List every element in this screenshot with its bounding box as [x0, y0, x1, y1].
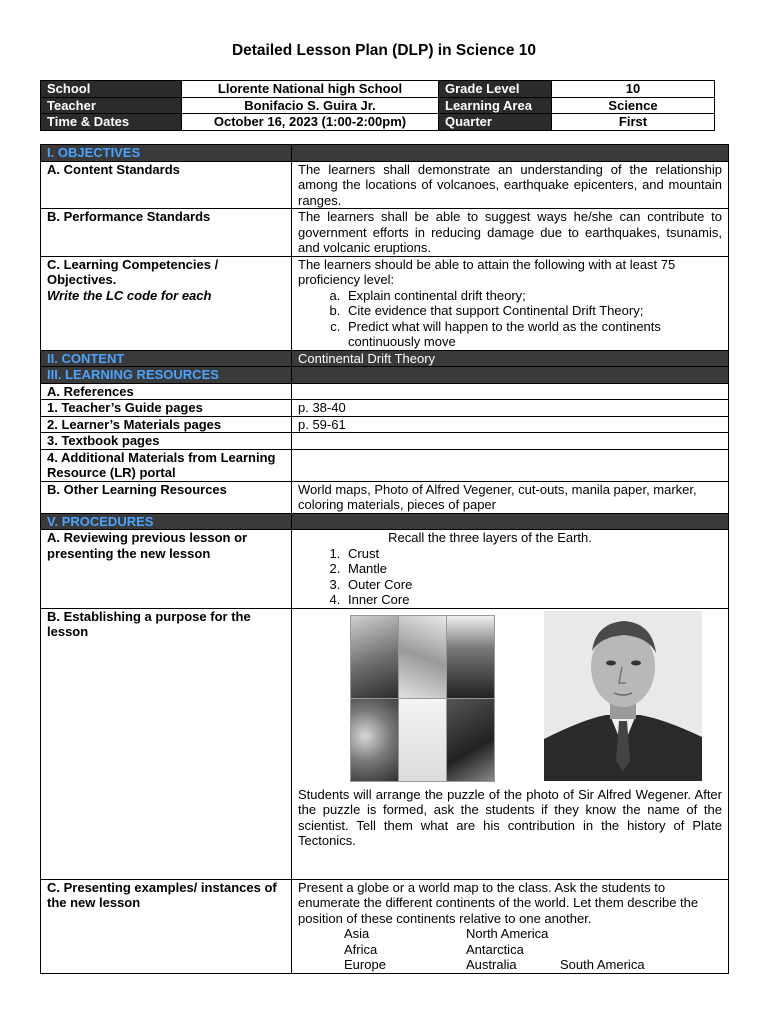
earth-layers-list	[298, 546, 722, 608]
learners-materials-value: p. 59-61	[292, 416, 729, 433]
grade-level-label: Grade Level	[439, 81, 552, 98]
presenting-examples-label: C. Presenting examples/ instances of the new lesson	[41, 879, 292, 973]
info-row	[41, 97, 715, 114]
list-item	[560, 926, 660, 942]
list-item: 2. Mantle	[344, 561, 722, 577]
lesson-plan-table	[40, 144, 729, 974]
teacher-value: Bonifacio S. Guira Jr.	[182, 97, 439, 114]
time-dates-value: October 16, 2023 (1:00-2:00pm)	[182, 114, 439, 131]
list-item: Europe	[344, 957, 386, 972]
list-item: North America	[466, 926, 549, 941]
teacher-label: Teacher	[41, 97, 182, 114]
other-resources-value: World maps, Photo of Alfred Vegener, cut-outs, manila paper, marker, coloring materials, pieces of paper	[292, 481, 729, 513]
table-row	[41, 256, 729, 350]
table-row	[41, 433, 729, 450]
table-row	[41, 608, 729, 879]
table-row	[41, 209, 729, 257]
lc-code-note: Write the LC code for each	[47, 287, 212, 303]
info-row	[41, 114, 715, 131]
list-item: Africa	[344, 941, 378, 957]
performance-standards-text: The learners shall be able to suggest ways he/she can contribute to government efforts in reducing damage due to earthquakes, tsunamis, and volcanic eruptions.	[292, 209, 729, 257]
globe-activity-text: Present a globe or a world map to the class. Ask the students to enumerate the different continents of the world. Let them describe the position of these continents relative to one another.	[298, 879, 699, 926]
objectives-list	[298, 288, 722, 350]
list-item: 1. Crust	[344, 546, 722, 562]
section-row	[41, 145, 729, 162]
time-dates-label: Time & Dates	[41, 114, 182, 131]
alfred-wegener-portrait	[544, 611, 702, 781]
list-item: Antarctica	[466, 941, 524, 957]
establishing-purpose-label: B. Establishing a purpose for the lesson	[41, 608, 292, 879]
other-resources-label: B. Other Learning Resources	[41, 481, 292, 513]
puzzle-image	[350, 615, 492, 781]
procedures-heading: V. PROCEDURES	[41, 513, 292, 530]
content-value: Continental Drift Theory	[292, 350, 729, 367]
lesson-info-table	[40, 80, 715, 131]
table-row	[41, 383, 729, 400]
performance-standards-label: B. Performance Standards	[41, 209, 292, 257]
learning-area-label: Learning Area	[439, 97, 552, 114]
list-item: South America	[560, 957, 645, 972]
teachers-guide-label: 1. Teacher’s Guide pages	[41, 400, 292, 417]
document-title: Detailed Lesson Plan (DLP) in Science 10	[231, 42, 537, 59]
recall-instruction: Recall the three layers of the Earth.	[388, 530, 592, 545]
table-row	[41, 400, 729, 417]
content-standards-label: A. Content Standards	[41, 161, 292, 209]
table-row	[41, 879, 729, 973]
section-row	[41, 513, 729, 530]
list-item: a. Explain continental drift theory;	[344, 288, 722, 304]
learning-competencies-label: C. Learning Competencies / Objectives.	[47, 256, 219, 287]
list-item: Australia	[466, 957, 517, 972]
quarter-value: First	[552, 114, 715, 131]
teachers-guide-value: p. 38-40	[292, 400, 729, 417]
list-item	[560, 942, 660, 958]
list-item: b. Cite evidence that support Continental Drift Theory;	[344, 303, 722, 319]
learning-resources-heading: III. LEARNING RESOURCES	[41, 367, 292, 384]
info-row	[41, 81, 715, 98]
list-item: 3. Outer Core	[344, 577, 722, 593]
quarter-label: Quarter	[439, 114, 552, 131]
content-standards-text: The learners shall demonstrate an understanding of the relationship among the locations of volcanoes, earthquake epicenters, and mountain ranges.	[292, 161, 729, 209]
list-item: 4. Inner Core	[344, 592, 722, 608]
learning-area-value: Science	[552, 97, 715, 114]
learning-competencies-intro: The learners should be able to attain the following with at least 75 proficiency level:	[298, 256, 676, 287]
learners-materials-label: 2. Learner’s Materials pages	[41, 416, 292, 433]
list-item: c. Predict what will happen to the world as the continents continuously move	[344, 319, 722, 350]
additional-materials-label: 4. Additional Materials from Learning Resource (LR) portal	[41, 449, 292, 481]
list-item: Asia	[344, 926, 370, 941]
puzzle-activity-text: Students will arrange the puzzle of the photo of Sir Alfred Wegener. After the puzzle is formed, ask the students if they know the name of the scientist. Tell them what are his contribution in the history of Plate Tectonics.	[298, 786, 722, 848]
table-row	[41, 161, 729, 209]
references-label: A. References	[41, 383, 292, 400]
table-row	[41, 449, 729, 481]
content-heading: II. CONTENT	[41, 350, 292, 367]
continents-list	[298, 926, 722, 973]
objectives-heading: I. OBJECTIVES	[41, 145, 292, 162]
table-row	[41, 416, 729, 433]
section-row	[41, 350, 729, 367]
reviewing-lesson-label: A. Reviewing previous lesson or presenting the new lesson	[41, 530, 292, 609]
table-row	[41, 530, 729, 609]
school-label: School	[41, 81, 182, 98]
grade-level-value: 10	[552, 81, 715, 98]
section-row	[41, 367, 729, 384]
table-row	[41, 481, 729, 513]
textbook-pages-label: 3. Textbook pages	[41, 433, 292, 450]
school-value: Llorente National high School	[182, 81, 439, 98]
